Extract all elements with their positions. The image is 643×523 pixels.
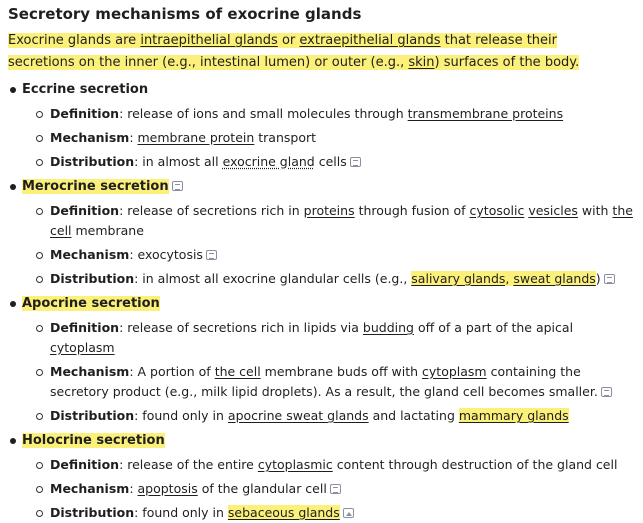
intro-highlight (8, 33, 579, 70)
label-distribution: Distribution (50, 408, 135, 423)
list-item (36, 128, 635, 148)
link-cytoplasm[interactable]: cytoplasm (422, 364, 487, 379)
list-item-eccrine (8, 79, 635, 172)
sub-list (22, 455, 635, 523)
list-item (36, 152, 635, 172)
sub-list (22, 318, 635, 426)
list-item (36, 318, 635, 358)
link-apoptosis[interactable]: apoptosis (137, 481, 198, 496)
link-intraepithelial-glands[interactable]: intraepithelial glands (140, 33, 278, 48)
page-title: Secretory mechanisms of exocrine glands (8, 5, 362, 23)
label-distribution: Distribution (50, 505, 135, 520)
text: , (505, 271, 514, 286)
link-vesicles[interactable]: vesicles (528, 203, 578, 218)
text: : in almost all exocrine glandular cells (e.g., (134, 271, 412, 286)
link-cytoplasmic[interactable]: cytoplasmic (257, 457, 333, 472)
list-item (36, 503, 635, 523)
text: content through destruction of the gland cell (332, 457, 618, 472)
heading-eccrine (22, 79, 635, 101)
text: : (129, 130, 138, 145)
heading-text: Eccrine secretion (22, 82, 149, 97)
text: : release of ions and small molecules through (119, 106, 408, 121)
list-item (36, 201, 635, 241)
heading-apocrine (22, 293, 635, 315)
sub-list (22, 104, 635, 172)
label-mechanism: Mechanism (50, 364, 130, 379)
note-icon[interactable] (601, 387, 612, 397)
mechanism-list (8, 79, 635, 523)
text: off of a part of the apical (413, 320, 574, 335)
text: : release of secretions rich in lipids via (119, 320, 363, 335)
text: : A portion of (129, 364, 215, 379)
intro-paragraph (8, 30, 635, 74)
label-definition: Definition (50, 320, 120, 335)
text: of the glandular cell (197, 481, 327, 496)
text: transport (254, 130, 317, 145)
link-proteins[interactable]: proteins (303, 203, 355, 218)
text: : found only in (134, 505, 228, 520)
heading-merocrine (22, 176, 635, 198)
list-item-merocrine (8, 176, 635, 289)
text: membrane (71, 223, 144, 238)
label-mechanism: Mechanism (50, 130, 130, 145)
link-apocrine-sweat-glands[interactable]: apocrine sweat glands (227, 408, 369, 423)
text: cells (314, 154, 347, 169)
link-sweat-glands[interactable]: sweat glands (513, 271, 596, 286)
link-mammary-glands[interactable]: mammary glands (458, 408, 569, 423)
text: and lactating (368, 408, 459, 423)
label-definition: Definition (50, 106, 120, 121)
heading-text: Apocrine secretion (22, 296, 160, 311)
text: through fusion of (354, 203, 470, 218)
note-icon[interactable] (350, 157, 361, 167)
label-distribution: Distribution (50, 271, 135, 286)
link-the-cell[interactable]: the cell (50, 203, 633, 238)
intro-text: or (277, 33, 300, 48)
link-skin[interactable]: skin (408, 55, 435, 70)
label-definition: Definition (50, 457, 120, 472)
intro-text: ) surfaces of the body. (434, 55, 580, 70)
list-item-apocrine (8, 293, 635, 426)
list-item (36, 104, 635, 124)
image-icon[interactable] (343, 508, 354, 518)
link-extraepithelial-glands[interactable]: extraepithelial glands (299, 33, 441, 48)
text: : release of the entire (119, 457, 258, 472)
note-icon[interactable] (206, 250, 217, 260)
list-item (36, 406, 635, 426)
note-icon[interactable] (330, 484, 341, 494)
link-cytoplasm[interactable]: cytoplasm (50, 340, 115, 355)
list-item-holocrine (8, 430, 635, 523)
note-icon[interactable] (172, 181, 183, 191)
text: : exocytosis (129, 247, 203, 262)
heading-holocrine (22, 430, 635, 452)
heading-text: Holocrine secretion (22, 433, 165, 448)
link-budding[interactable]: budding (362, 320, 414, 335)
text: membrane buds off with (260, 364, 423, 379)
label-mechanism: Mechanism (50, 247, 130, 262)
list-item (36, 455, 635, 475)
text: containing the secretory product (e.g., milk lipid droplets). As a result, the gland cell becomes smaller. (50, 364, 598, 399)
list-item (36, 269, 635, 289)
heading-text: Merocrine secretion (22, 179, 169, 194)
label-mechanism: Mechanism (50, 481, 130, 496)
text: : release of secretions rich in (119, 203, 304, 218)
text: with (577, 203, 613, 218)
list-item (36, 362, 635, 402)
link-salivary-glands[interactable]: salivary glands (411, 271, 506, 286)
link-the-cell[interactable]: the cell (214, 364, 261, 379)
label-definition: Definition (50, 203, 120, 218)
list-item (36, 245, 635, 265)
text: : (129, 481, 138, 496)
link-transmembrane-proteins[interactable]: transmembrane proteins (407, 106, 564, 121)
intro-text: Exocrine glands are (8, 33, 141, 48)
note-icon[interactable] (604, 274, 615, 284)
sub-list (22, 201, 635, 289)
link-sebaceous-glands[interactable]: sebaceous glands (227, 505, 340, 520)
label-distribution: Distribution (50, 154, 135, 169)
text: : in almost all (134, 154, 223, 169)
intro-text: that release their secretions on the inner (e.g., intestinal lumen) or outer (e.g., (8, 33, 557, 70)
text: ) (595, 271, 601, 286)
link-membrane-protein[interactable]: membrane protein (137, 130, 255, 145)
text: : found only in (134, 408, 228, 423)
list-item (36, 479, 635, 499)
link-exocrine-gland[interactable]: exocrine gland (222, 154, 315, 169)
link-cytosolic[interactable]: cytosolic (469, 203, 525, 218)
